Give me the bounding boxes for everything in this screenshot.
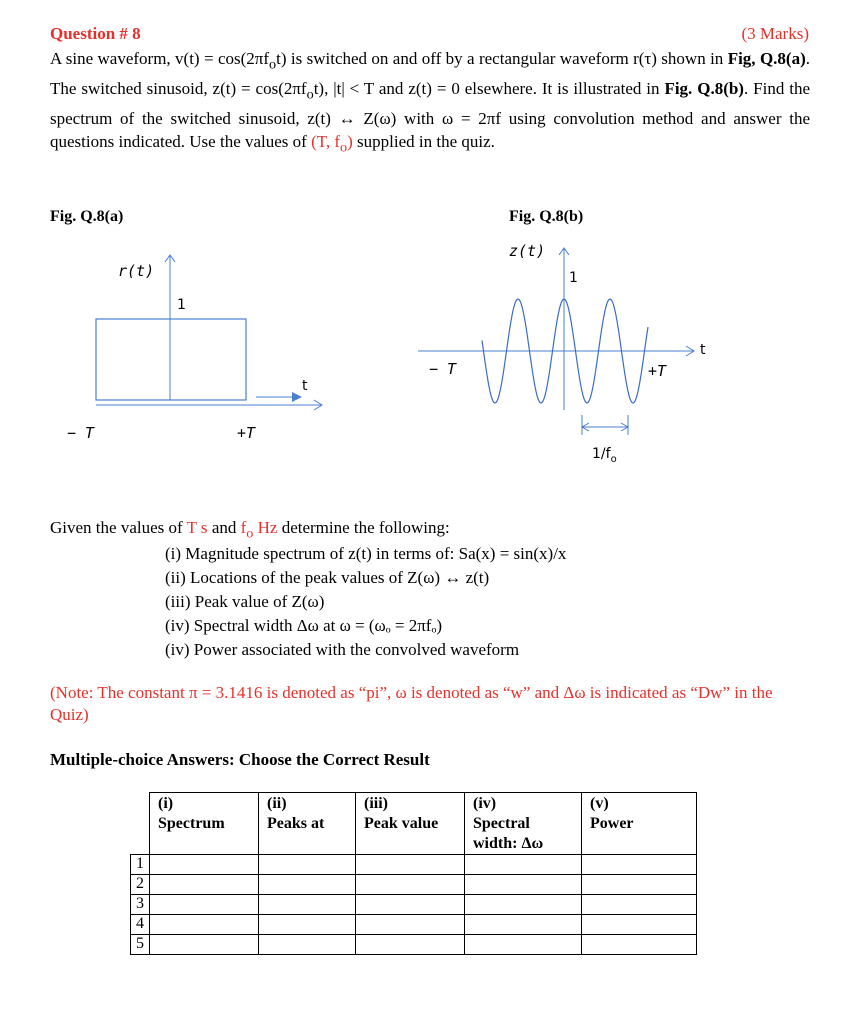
cell-peaks[interactable]	[259, 915, 356, 935]
question-title: Question # 8	[50, 24, 141, 43]
answer-table-header	[131, 793, 697, 855]
fig-a-label: Fig. Q.8(a)	[50, 208, 124, 225]
fig-a-pulse	[96, 319, 246, 400]
fig-b-period-label: $1/f_o$	[592, 446, 617, 465]
given-line: Given the values of T s and $f_o$ Hz determine the following:	[50, 518, 450, 542]
fig-a-diagram	[60, 245, 340, 430]
question-list	[165, 542, 566, 662]
cell-peak-value[interactable]	[356, 855, 465, 875]
table-row: 2	[131, 875, 697, 895]
question-item-3: (iii) Peak value of Z(ω)	[165, 592, 325, 611]
fig-a-t-label: t	[302, 378, 308, 394]
cell-spectrum[interactable]	[150, 935, 259, 955]
cell-power[interactable]	[582, 915, 697, 935]
cell-spectral-width[interactable]	[465, 875, 582, 895]
fig-b-plus-T: +T	[648, 362, 667, 380]
table-row: 5	[131, 935, 697, 955]
fig-b-minus-T: − T	[429, 360, 457, 378]
table-row: 4	[131, 915, 697, 935]
header-blank	[131, 793, 150, 855]
cell-peak-value[interactable]	[356, 895, 465, 915]
fig-a-amplitude: 1	[177, 297, 186, 313]
cell-spectral-width[interactable]	[465, 915, 582, 935]
fig-b-t-label: t	[700, 342, 706, 358]
mcq-heading: Multiple-choice Answers: Choose the Correct Result	[50, 750, 430, 769]
cell-peak-value[interactable]	[356, 915, 465, 935]
fig-a-minus-T: − T	[67, 424, 95, 442]
header-spectrum: (i) Spectrum	[150, 793, 259, 855]
cell-spectral-width[interactable]	[465, 935, 582, 955]
fig-b-diagram	[410, 240, 700, 455]
header-spectral-width: (iv) Spectral width: Δω	[465, 793, 582, 855]
cell-spectral-width[interactable]	[465, 895, 582, 915]
header-peak-value: (iii) Peak value	[356, 793, 465, 855]
cell-peaks[interactable]	[259, 855, 356, 875]
question-marks: (3 Marks)	[741, 24, 809, 43]
cell-spectrum[interactable]	[150, 915, 259, 935]
question-paragraph: A sine waveform, $v(t) = \cos(2\pi f_ot)$ is switched on and off by a rectangular waveform r(τ) shown in Fig, Q.8(a). The switched sinusoid, $z(t) = \cos(2\pi f_ot)$, |t| < T and z(t) = 0 elsewhere. It is illustrated in Fig. Q.8(b). Find the spectrum of the switched sinusoid, z(t) ↔ Z(ω) with ω = 2πf using convolution method and answer the questions indicated. Use the values of (T, $f_o$) supplied in the quiz.	[50, 49, 811, 156]
cell-peaks[interactable]	[259, 895, 356, 915]
note: (Note: The constant π = 3.1416 is denoted as “pi”, ω is denoted as “w” and Δω is indicated as “Dw” in the Quiz)	[50, 683, 773, 724]
cell-spectrum[interactable]	[150, 855, 259, 875]
cell-spectrum[interactable]	[150, 895, 259, 915]
fig-b-ylabel: z(t)	[509, 242, 546, 260]
cell-power[interactable]	[582, 855, 697, 875]
table-row: 3	[131, 895, 697, 915]
question-item-4: (iv) Spectral width Δω at ω = (ωₒ = 2πfₒ)	[165, 616, 443, 635]
header-peaks: (ii) Peaks at	[259, 793, 356, 855]
fig-a-plus-T: +T	[237, 424, 256, 442]
cell-peaks[interactable]	[259, 875, 356, 895]
fig-b-label: Fig. Q.8(b)	[509, 208, 584, 225]
header-power: (v) Power	[582, 793, 697, 855]
question-item-5: (iv) Power associated with the convolved waveform	[165, 640, 520, 659]
cell-power[interactable]	[582, 935, 697, 955]
fig-a-small-arrow-head	[292, 392, 302, 402]
cell-power[interactable]	[582, 875, 697, 895]
cell-peak-value[interactable]	[356, 875, 465, 895]
fig-b-amplitude: 1	[569, 270, 578, 286]
table-row: 1	[131, 855, 697, 875]
question-item-2: (ii) Locations of the peak values of Z(ω) ↔ z(t)	[165, 568, 490, 587]
cell-spectrum[interactable]	[150, 875, 259, 895]
cell-peak-value[interactable]	[356, 935, 465, 955]
cell-power[interactable]	[582, 895, 697, 915]
cell-peaks[interactable]	[259, 935, 356, 955]
cell-spectral-width[interactable]	[465, 855, 582, 875]
fig-a-ylabel: r(t)	[118, 262, 155, 280]
question-item-1: (i) Magnitude spectrum of z(t) in terms of: Sa(x) = sin(x)/x	[165, 544, 567, 563]
answer-table	[130, 792, 697, 955]
